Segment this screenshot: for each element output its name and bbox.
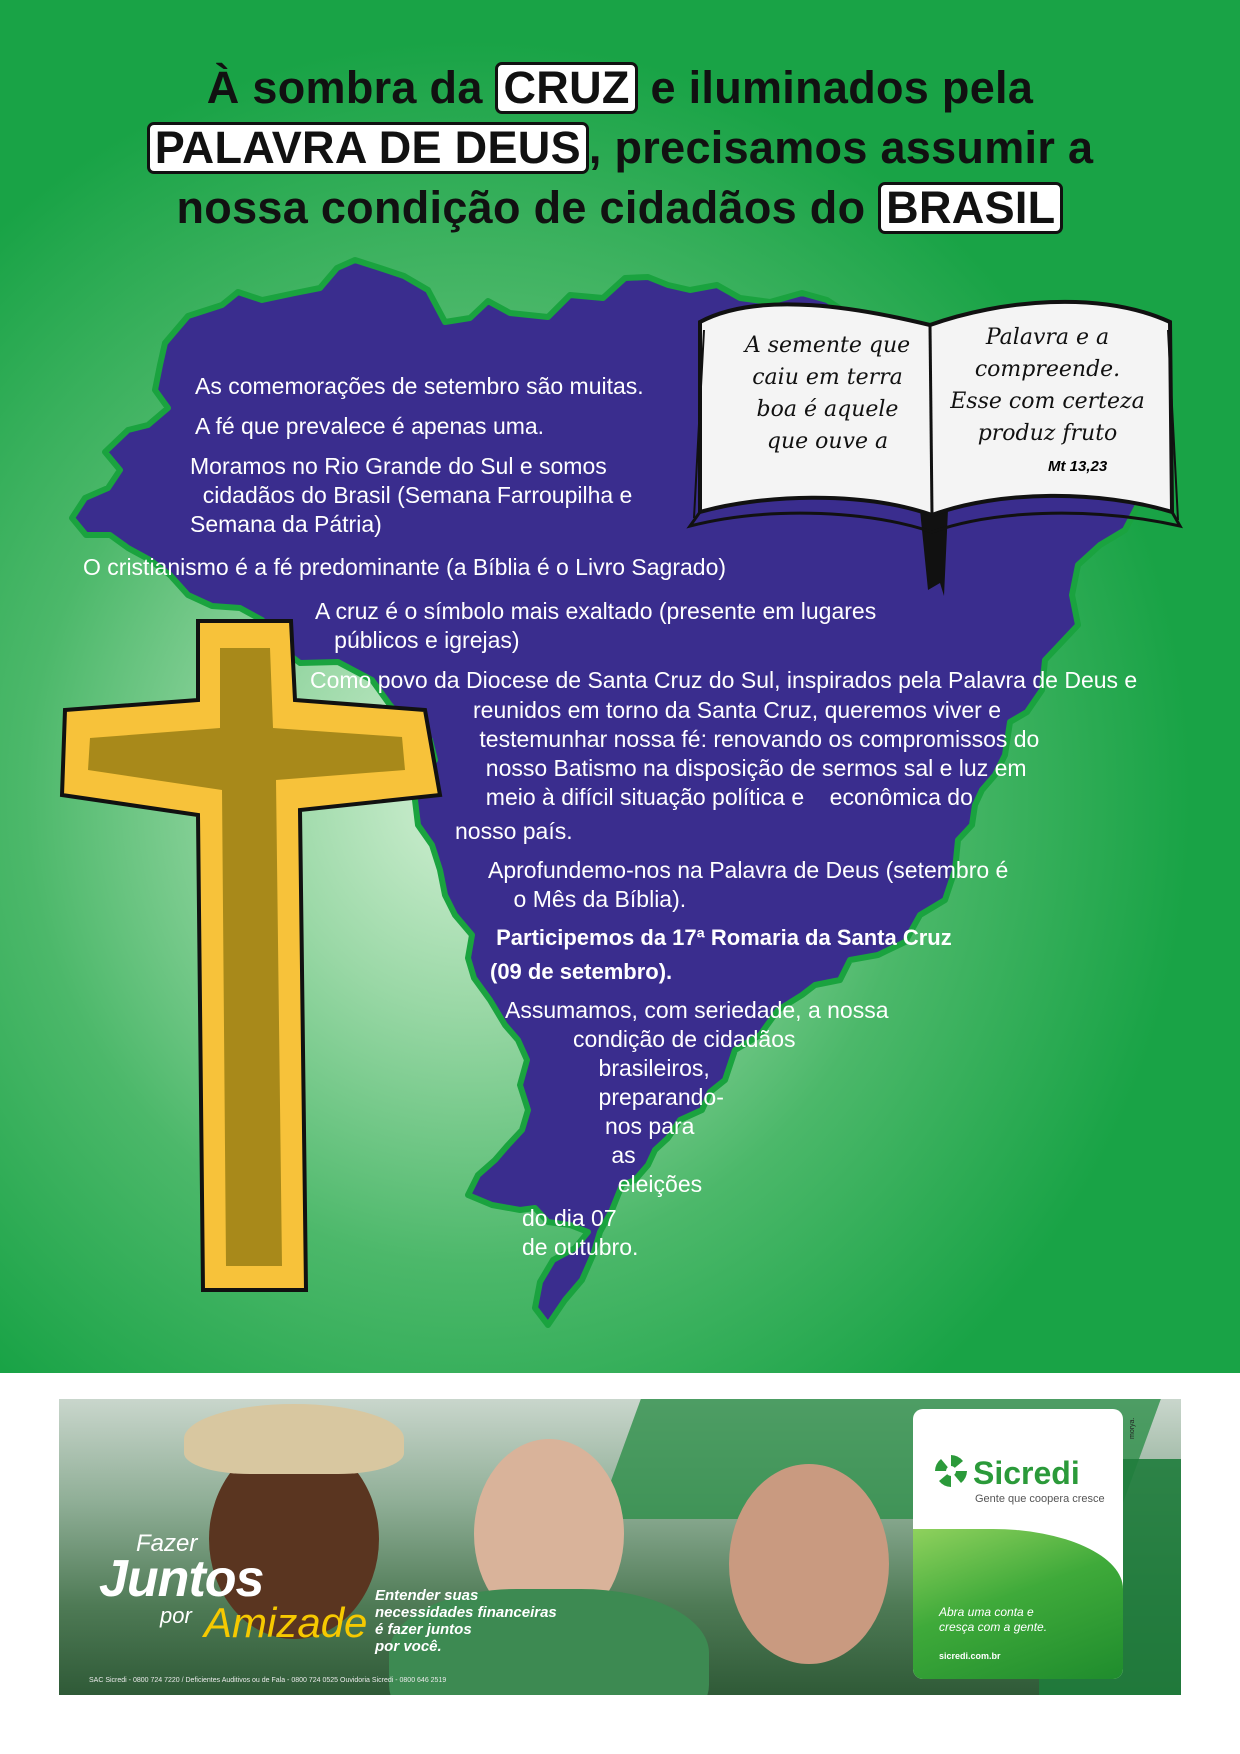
headline-text: À sombra da — [206, 62, 496, 113]
headline-text: e iluminados pela — [637, 62, 1034, 113]
highlight-brasil: BRASIL — [878, 182, 1063, 234]
bible-right-page-text: Palavra e a compreende. Esse com certeza produz fruto — [950, 325, 1145, 446]
map-text-paragraph: do dia 07 de outubro. — [522, 1205, 639, 1260]
campaign-juntos: Juntos — [99, 1550, 264, 1608]
sicredi-advertisement — [59, 1399, 1181, 1695]
campaign-amizade: Amizade — [204, 1599, 368, 1646]
card-call-to-action: Abra uma conta e cresça com a gente. — [939, 1605, 1048, 1634]
hat-icon — [184, 1404, 404, 1474]
sicredi-brand-tagline: Gente que coopera cresce — [975, 1493, 1105, 1505]
sicredi-logo-icon — [933, 1453, 969, 1489]
campaign-fazer: Fazer — [136, 1530, 198, 1557]
highlight-cruz: CRUZ — [495, 62, 637, 114]
cross-inner — [88, 648, 405, 1266]
sicredi-card — [913, 1409, 1123, 1679]
map-text-paragraph: Aprofundemo-nos na Palavra de Deus (setembro é o Mês da Bíblia). — [488, 857, 1009, 912]
highlight-palavra: PALAVRA DE DEUS — [147, 122, 589, 174]
bible-verse-reference: Mt 13,23 — [1048, 458, 1108, 475]
map-text-line: A fé que prevalece é apenas uma. — [195, 413, 545, 439]
headline-text: nossa condição de cidadãos do — [176, 182, 879, 233]
campaign-tagline: Entender suas necessidades financeiras é fazer juntos por você. — [375, 1587, 557, 1655]
map-text-line: O cristianismo é a fé predominante (a Bíblia é o Livro Sagrado) — [83, 554, 727, 580]
map-text-line: nosso país. — [455, 818, 573, 844]
map-text-line: As comemorações de setembro são muitas. — [195, 373, 644, 399]
map-text-line: Assumamos, com seriedade, a nossa — [505, 997, 889, 1023]
headline-text: , precisamos assumir a — [588, 122, 1094, 173]
man-photo-right — [729, 1464, 889, 1664]
map-text-paragraph: Moramos no Rio Grande do Sul e somos cidadãos do Brasil (Semana Farroupilha e Semana da Pátria) — [190, 453, 633, 537]
bible-left-page-text: A semente que caiu em terra boa é aquele que ouve a — [744, 333, 911, 454]
sac-contact-line: SAC Sicredi - 0800 724 7220 / Deficientes Auditivos ou de Fala - 0800 724 0525 Ouvidoria Sicredi - 0800 646 2519 — [89, 1677, 447, 1684]
agency-credit: morya. — [1129, 1417, 1136, 1439]
sicredi-brand-name: Sicredi — [973, 1455, 1080, 1491]
map-text-line: Como povo da Diocese de Santa Cruz do Sul, inspirados pela Palavra de Deus e — [310, 667, 1138, 693]
sicredi-website: sicredi.com.br — [939, 1651, 1001, 1661]
romaria-highlight-text: Participemos da 17ª Romaria da Santa Cruz (09 de setembro). — [490, 925, 952, 984]
map-text-paragraph: A cruz é o símbolo mais exaltado (presente em lugares públicos e igrejas) — [315, 598, 877, 653]
map-text-paragraph: condição de cidadãos brasileiros, preparando- nos para as eleições — [573, 1026, 796, 1197]
map-text-paragraph: reunidos em torno da Santa Cruz, queremos viver e testemunhar nossa fé: renovando os compromissos do nosso Batismo na disposição de sermos sal e luz em meio à difícil situação política e econômica do — [473, 697, 1040, 810]
campaign-por: por — [160, 1603, 192, 1628]
